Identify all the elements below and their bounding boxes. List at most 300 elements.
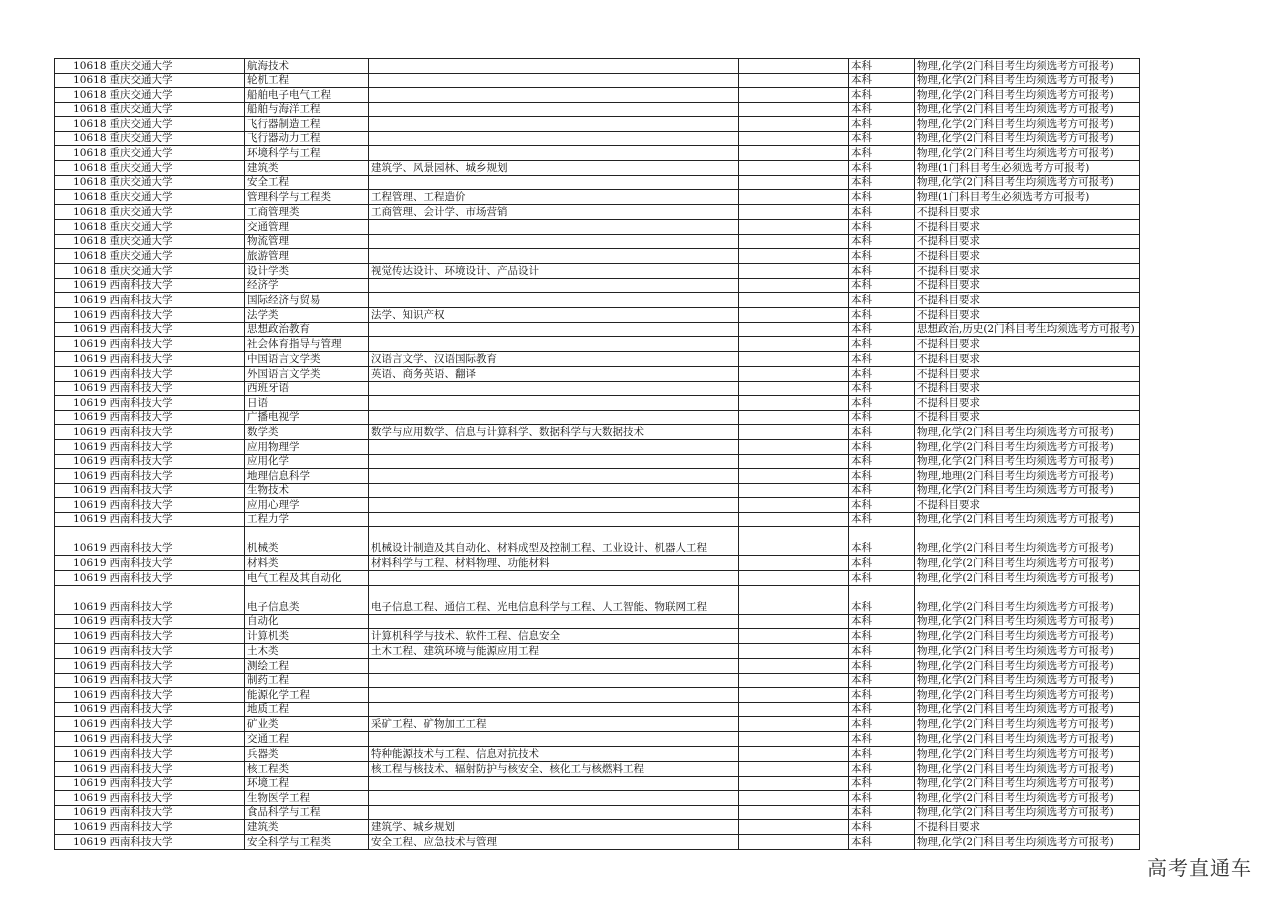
included-majors-cell <box>369 702 739 717</box>
subject-requirement-cell: 物理,化学(2门科目考生均须选考方可报考) <box>915 512 1140 527</box>
school-code-cell: 10619 <box>55 351 109 366</box>
school-name-cell: 西南科技大学 <box>109 659 245 674</box>
major-name-cell: 工程力学 <box>245 512 369 527</box>
school-code-cell: 10619 <box>55 761 109 776</box>
level-cell: 本科 <box>849 791 915 806</box>
school-name-cell: 西南科技大学 <box>109 629 245 644</box>
included-majors-cell <box>369 381 739 396</box>
subject-requirement-cell: 物理(1门科目考生必须选考方可报考) <box>915 160 1140 175</box>
table-row <box>55 746 1140 761</box>
school-name-cell: 西南科技大学 <box>109 761 245 776</box>
table-row <box>55 688 1140 703</box>
table-row <box>55 644 1140 659</box>
school-name-cell: 重庆交通大学 <box>109 190 245 205</box>
school-code-cell: 10618 <box>55 220 109 235</box>
subject-requirement-cell: 思想政治,历史(2门科目考生均须选考方可报考) <box>915 322 1140 337</box>
included-majors-cell <box>369 454 739 469</box>
subject-requirement-cell: 不提科目要求 <box>915 205 1140 220</box>
major-name-cell: 船舶电子电气工程 <box>245 88 369 103</box>
school-name-cell: 西南科技大学 <box>109 440 245 455</box>
school-name-cell: 西南科技大学 <box>109 644 245 659</box>
blank-cell <box>739 835 849 850</box>
blank-cell <box>739 527 849 556</box>
school-name-cell: 重庆交通大学 <box>109 59 245 74</box>
school-code-cell: 10619 <box>55 820 109 835</box>
school-code-cell: 10619 <box>55 454 109 469</box>
level-cell: 本科 <box>849 425 915 440</box>
subject-requirement-cell: 物理,化学(2门科目考生均须选考方可报考) <box>915 88 1140 103</box>
major-name-cell: 环境科学与工程 <box>245 146 369 161</box>
level-cell: 本科 <box>849 717 915 732</box>
level-cell: 本科 <box>849 220 915 235</box>
school-name-cell: 重庆交通大学 <box>109 234 245 249</box>
subject-requirement-cell: 物理,化学(2门科目考生均须选考方可报考) <box>915 614 1140 629</box>
subject-requirement-cell: 物理,化学(2门科目考生均须选考方可报考) <box>915 146 1140 161</box>
blank-cell <box>739 673 849 688</box>
table-row <box>55 396 1140 411</box>
level-cell: 本科 <box>849 527 915 556</box>
school-code-cell: 10619 <box>55 381 109 396</box>
level-cell: 本科 <box>849 293 915 308</box>
school-name-cell: 重庆交通大学 <box>109 175 245 190</box>
major-name-cell: 船舶与海洋工程 <box>245 102 369 117</box>
major-name-cell: 生物医学工程 <box>245 791 369 806</box>
school-code-cell: 10619 <box>55 791 109 806</box>
school-code-cell: 10619 <box>55 307 109 322</box>
school-code-cell: 10618 <box>55 73 109 88</box>
level-cell: 本科 <box>849 278 915 293</box>
included-majors-cell: 工程管理、工程造价 <box>369 190 739 205</box>
school-code-cell: 10619 <box>55 498 109 513</box>
table-row <box>55 59 1140 74</box>
school-code-cell: 10619 <box>55 614 109 629</box>
school-name-cell: 西南科技大学 <box>109 454 245 469</box>
included-majors-cell <box>369 498 739 513</box>
school-code-cell: 10619 <box>55 805 109 820</box>
school-code-cell: 10618 <box>55 234 109 249</box>
school-name-cell: 重庆交通大学 <box>109 220 245 235</box>
major-name-cell: 土木类 <box>245 644 369 659</box>
school-code-cell: 10619 <box>55 337 109 352</box>
included-majors-cell <box>369 175 739 190</box>
subject-requirement-cell: 不提科目要求 <box>915 410 1140 425</box>
level-cell: 本科 <box>849 410 915 425</box>
included-majors-cell <box>369 776 739 791</box>
included-majors-cell: 建筑学、城乡规划 <box>369 820 739 835</box>
school-name-cell: 重庆交通大学 <box>109 263 245 278</box>
major-name-cell: 应用化学 <box>245 454 369 469</box>
major-name-cell: 应用心理学 <box>245 498 369 513</box>
level-cell: 本科 <box>849 820 915 835</box>
level-cell: 本科 <box>849 776 915 791</box>
blank-cell <box>739 205 849 220</box>
table-row <box>55 732 1140 747</box>
subject-requirement-cell: 物理,化学(2门科目考生均须选考方可报考) <box>915 702 1140 717</box>
school-name-cell: 西南科技大学 <box>109 425 245 440</box>
included-majors-cell <box>369 234 739 249</box>
school-name-cell: 西南科技大学 <box>109 571 245 586</box>
level-cell: 本科 <box>849 59 915 74</box>
school-code-cell: 10619 <box>55 322 109 337</box>
level-cell: 本科 <box>849 117 915 132</box>
admission-requirements-table <box>54 58 1140 850</box>
included-majors-cell <box>369 469 739 484</box>
included-majors-cell <box>369 88 739 103</box>
included-majors-cell: 采矿工程、矿物加工工程 <box>369 717 739 732</box>
subject-requirement-cell: 物理,化学(2门科目考生均须选考方可报考) <box>915 425 1140 440</box>
school-code-cell: 10618 <box>55 249 109 264</box>
included-majors-cell <box>369 73 739 88</box>
blank-cell <box>739 410 849 425</box>
included-majors-cell: 材料科学与工程、材料物理、功能材料 <box>369 556 739 571</box>
major-name-cell: 环境工程 <box>245 776 369 791</box>
subject-requirement-cell: 物理,化学(2门科目考生均须选考方可报考) <box>915 59 1140 74</box>
level-cell: 本科 <box>849 249 915 264</box>
school-name-cell: 西南科技大学 <box>109 337 245 352</box>
subject-requirement-cell: 物理,化学(2门科目考生均须选考方可报考) <box>915 791 1140 806</box>
level-cell: 本科 <box>849 835 915 850</box>
major-name-cell: 能源化学工程 <box>245 688 369 703</box>
blank-cell <box>739 659 849 674</box>
blank-cell <box>739 131 849 146</box>
major-name-cell: 广播电视学 <box>245 410 369 425</box>
major-name-cell: 中国语言文学类 <box>245 351 369 366</box>
school-name-cell: 重庆交通大学 <box>109 160 245 175</box>
school-code-cell: 10618 <box>55 131 109 146</box>
major-name-cell: 航海技术 <box>245 59 369 74</box>
major-name-cell: 交通工程 <box>245 732 369 747</box>
blank-cell <box>739 820 849 835</box>
included-majors-cell <box>369 805 739 820</box>
subject-requirement-cell: 物理,化学(2门科目考生均须选考方可报考) <box>915 440 1140 455</box>
school-code-cell: 10619 <box>55 776 109 791</box>
school-name-cell: 西南科技大学 <box>109 805 245 820</box>
table-row <box>55 205 1140 220</box>
blank-cell <box>739 322 849 337</box>
included-majors-cell: 数学与应用数学、信息与计算科学、数据科学与大数据技术 <box>369 425 739 440</box>
included-majors-cell: 工商管理、会计学、市场营销 <box>369 205 739 220</box>
included-majors-cell <box>369 673 739 688</box>
table-row <box>55 629 1140 644</box>
blank-cell <box>739 337 849 352</box>
blank-cell <box>739 175 849 190</box>
subject-requirement-cell: 物理,化学(2门科目考生均须选考方可报考) <box>915 717 1140 732</box>
major-name-cell: 材料类 <box>245 556 369 571</box>
table-row <box>55 512 1140 527</box>
subject-requirement-cell: 不提科目要求 <box>915 337 1140 352</box>
subject-requirement-cell: 物理,化学(2门科目考生均须选考方可报考) <box>915 805 1140 820</box>
school-code-cell: 10618 <box>55 59 109 74</box>
school-code-cell: 10619 <box>55 673 109 688</box>
subject-requirement-cell: 不提科目要求 <box>915 278 1140 293</box>
blank-cell <box>739 644 849 659</box>
major-name-cell: 设计学类 <box>245 263 369 278</box>
subject-requirement-cell: 物理,化学(2门科目考生均须选考方可报考) <box>915 102 1140 117</box>
subject-requirement-cell: 物理,化学(2门科目考生均须选考方可报考) <box>915 761 1140 776</box>
major-name-cell: 自动化 <box>245 614 369 629</box>
subject-requirement-cell: 物理,化学(2门科目考生均须选考方可报考) <box>915 454 1140 469</box>
blank-cell <box>739 791 849 806</box>
major-name-cell: 工商管理类 <box>245 205 369 220</box>
included-majors-cell <box>369 571 739 586</box>
table-row <box>55 293 1140 308</box>
level-cell: 本科 <box>849 175 915 190</box>
school-name-cell: 西南科技大学 <box>109 746 245 761</box>
school-code-cell: 10619 <box>55 396 109 411</box>
major-name-cell: 国际经济与贸易 <box>245 293 369 308</box>
school-name-cell: 西南科技大学 <box>109 820 245 835</box>
blank-cell <box>739 469 849 484</box>
included-majors-cell: 英语、商务英语、翻译 <box>369 366 739 381</box>
blank-cell <box>739 556 849 571</box>
table-row <box>55 761 1140 776</box>
table-row <box>55 440 1140 455</box>
blank-cell <box>739 307 849 322</box>
subject-requirement-cell: 物理,化学(2门科目考生均须选考方可报考) <box>915 835 1140 850</box>
school-code-cell: 10619 <box>55 293 109 308</box>
included-majors-cell <box>369 59 739 74</box>
level-cell: 本科 <box>849 131 915 146</box>
subject-requirement-cell: 不提科目要求 <box>915 351 1140 366</box>
table-row <box>55 366 1140 381</box>
school-name-cell: 西南科技大学 <box>109 776 245 791</box>
subject-requirement-cell: 物理,化学(2门科目考生均须选考方可报考) <box>915 629 1140 644</box>
subject-requirement-cell: 不提科目要求 <box>915 263 1140 278</box>
blank-cell <box>739 220 849 235</box>
school-code-cell: 10619 <box>55 425 109 440</box>
school-name-cell: 西南科技大学 <box>109 278 245 293</box>
level-cell: 本科 <box>849 337 915 352</box>
level-cell: 本科 <box>849 396 915 411</box>
subject-requirement-cell: 物理(1门科目考生必须选考方可报考) <box>915 190 1140 205</box>
blank-cell <box>739 629 849 644</box>
school-code-cell: 10618 <box>55 102 109 117</box>
school-code-cell: 10618 <box>55 146 109 161</box>
blank-cell <box>739 190 849 205</box>
included-majors-cell <box>369 146 739 161</box>
blank-cell <box>739 440 849 455</box>
table-row <box>55 73 1140 88</box>
blank-cell <box>739 160 849 175</box>
school-code-cell: 10619 <box>55 644 109 659</box>
table-body <box>55 59 1140 850</box>
major-name-cell: 旅游管理 <box>245 249 369 264</box>
school-code-cell: 10618 <box>55 160 109 175</box>
level-cell: 本科 <box>849 659 915 674</box>
subject-requirement-cell: 物理,化学(2门科目考生均须选考方可报考) <box>915 776 1140 791</box>
major-name-cell: 日语 <box>245 396 369 411</box>
major-name-cell: 飞行器制造工程 <box>245 117 369 132</box>
blank-cell <box>739 498 849 513</box>
school-name-cell: 西南科技大学 <box>109 469 245 484</box>
school-code-cell: 10618 <box>55 117 109 132</box>
major-name-cell: 飞行器动力工程 <box>245 131 369 146</box>
blank-cell <box>739 234 849 249</box>
included-majors-cell <box>369 732 739 747</box>
included-majors-cell: 安全工程、应急技术与管理 <box>369 835 739 850</box>
blank-cell <box>739 396 849 411</box>
school-name-cell: 西南科技大学 <box>109 381 245 396</box>
blank-cell <box>739 688 849 703</box>
level-cell: 本科 <box>849 614 915 629</box>
level-cell: 本科 <box>849 732 915 747</box>
included-majors-cell: 计算机科学与技术、软件工程、信息安全 <box>369 629 739 644</box>
blank-cell <box>739 381 849 396</box>
level-cell: 本科 <box>849 469 915 484</box>
table-row <box>55 614 1140 629</box>
blank-cell <box>739 732 849 747</box>
subject-requirement-cell: 物理,化学(2门科目考生均须选考方可报考) <box>915 556 1140 571</box>
included-majors-cell: 法学、知识产权 <box>369 307 739 322</box>
subject-requirement-cell: 物理,化学(2门科目考生均须选考方可报考) <box>915 746 1140 761</box>
level-cell: 本科 <box>849 688 915 703</box>
table-row <box>55 835 1140 850</box>
subject-requirement-cell: 物理,化学(2门科目考生均须选考方可报考) <box>915 659 1140 674</box>
blank-cell <box>739 571 849 586</box>
level-cell: 本科 <box>849 512 915 527</box>
major-name-cell: 西班牙语 <box>245 381 369 396</box>
school-code-cell: 10619 <box>55 512 109 527</box>
school-name-cell: 西南科技大学 <box>109 527 245 556</box>
school-name-cell: 重庆交通大学 <box>109 73 245 88</box>
table-row <box>55 498 1140 513</box>
school-code-cell: 10619 <box>55 469 109 484</box>
school-name-cell: 西南科技大学 <box>109 791 245 806</box>
school-name-cell: 重庆交通大学 <box>109 249 245 264</box>
blank-cell <box>739 425 849 440</box>
table-row <box>55 337 1140 352</box>
school-code-cell: 10618 <box>55 205 109 220</box>
table-row <box>55 117 1140 132</box>
table-row <box>55 351 1140 366</box>
subject-requirement-cell: 物理,化学(2门科目考生均须选考方可报考) <box>915 571 1140 586</box>
subject-requirement-cell: 不提科目要求 <box>915 249 1140 264</box>
subject-requirement-cell: 物理,化学(2门科目考生均须选考方可报考) <box>915 585 1140 614</box>
major-name-cell: 物流管理 <box>245 234 369 249</box>
subject-requirement-cell: 物理,化学(2门科目考生均须选考方可报考) <box>915 131 1140 146</box>
major-name-cell: 经济学 <box>245 278 369 293</box>
level-cell: 本科 <box>849 746 915 761</box>
included-majors-cell <box>369 131 739 146</box>
level-cell: 本科 <box>849 702 915 717</box>
blank-cell <box>739 746 849 761</box>
table-row <box>55 220 1140 235</box>
major-name-cell: 机械类 <box>245 527 369 556</box>
major-name-cell: 思想政治教育 <box>245 322 369 337</box>
subject-requirement-cell: 物理,化学(2门科目考生均须选考方可报考) <box>915 483 1140 498</box>
school-code-cell: 10619 <box>55 717 109 732</box>
included-majors-cell <box>369 117 739 132</box>
school-code-cell: 10619 <box>55 659 109 674</box>
included-majors-cell <box>369 293 739 308</box>
major-name-cell: 安全科学与工程类 <box>245 835 369 850</box>
blank-cell <box>739 366 849 381</box>
blank-cell <box>739 278 849 293</box>
major-name-cell: 计算机类 <box>245 629 369 644</box>
level-cell: 本科 <box>849 629 915 644</box>
level-cell: 本科 <box>849 146 915 161</box>
school-name-cell: 西南科技大学 <box>109 410 245 425</box>
major-name-cell: 兵器类 <box>245 746 369 761</box>
school-code-cell: 10619 <box>55 629 109 644</box>
school-name-cell: 西南科技大学 <box>109 483 245 498</box>
blank-cell <box>739 717 849 732</box>
school-code-cell: 10619 <box>55 527 109 556</box>
included-majors-cell <box>369 337 739 352</box>
blank-cell <box>739 146 849 161</box>
table-row <box>55 469 1140 484</box>
major-name-cell: 管理科学与工程类 <box>245 190 369 205</box>
major-name-cell: 交通管理 <box>245 220 369 235</box>
subject-requirement-cell: 物理,化学(2门科目考生均须选考方可报考) <box>915 644 1140 659</box>
major-name-cell: 法学类 <box>245 307 369 322</box>
subject-requirement-cell: 物理,化学(2门科目考生均须选考方可报考) <box>915 73 1140 88</box>
school-code-cell: 10619 <box>55 483 109 498</box>
school-code-cell: 10618 <box>55 190 109 205</box>
table-row <box>55 410 1140 425</box>
school-name-cell: 西南科技大学 <box>109 702 245 717</box>
table-row <box>55 307 1140 322</box>
blank-cell <box>739 614 849 629</box>
major-name-cell: 电气工程及其自动化 <box>245 571 369 586</box>
level-cell: 本科 <box>849 88 915 103</box>
subject-requirement-cell: 物理,化学(2门科目考生均须选考方可报考) <box>915 688 1140 703</box>
school-name-cell: 重庆交通大学 <box>109 102 245 117</box>
school-code-cell: 10618 <box>55 263 109 278</box>
subject-requirement-cell: 不提科目要求 <box>915 234 1140 249</box>
major-name-cell: 建筑类 <box>245 160 369 175</box>
subject-requirement-cell: 物理,化学(2门科目考生均须选考方可报考) <box>915 527 1140 556</box>
table-row <box>55 717 1140 732</box>
included-majors-cell: 电子信息工程、通信工程、光电信息科学与工程、人工智能、物联网工程 <box>369 585 739 614</box>
table-row <box>55 175 1140 190</box>
school-name-cell: 西南科技大学 <box>109 366 245 381</box>
table-row <box>55 483 1140 498</box>
school-code-cell: 10619 <box>55 688 109 703</box>
table-row <box>55 556 1140 571</box>
table-row <box>55 571 1140 586</box>
school-name-cell: 重庆交通大学 <box>109 131 245 146</box>
subject-requirement-cell: 不提科目要求 <box>915 498 1140 513</box>
table-row <box>55 263 1140 278</box>
school-code-cell: 10619 <box>55 440 109 455</box>
subject-requirement-cell: 不提科目要求 <box>915 307 1140 322</box>
school-name-cell: 西南科技大学 <box>109 556 245 571</box>
blank-cell <box>739 702 849 717</box>
school-code-cell: 10619 <box>55 410 109 425</box>
school-name-cell: 西南科技大学 <box>109 585 245 614</box>
major-name-cell: 矿业类 <box>245 717 369 732</box>
blank-cell <box>739 59 849 74</box>
table-row <box>55 702 1140 717</box>
blank-cell <box>739 761 849 776</box>
watermark-text: 高考直通车 <box>1147 856 1252 880</box>
blank-cell <box>739 249 849 264</box>
subject-requirement-cell: 不提科目要求 <box>915 293 1140 308</box>
school-code-cell: 10619 <box>55 732 109 747</box>
included-majors-cell <box>369 220 739 235</box>
subject-requirement-cell: 物理,化学(2门科目考生均须选考方可报考) <box>915 732 1140 747</box>
table-row <box>55 102 1140 117</box>
level-cell: 本科 <box>849 351 915 366</box>
level-cell: 本科 <box>849 571 915 586</box>
school-code-cell: 10619 <box>55 835 109 850</box>
major-name-cell: 外国语言文学类 <box>245 366 369 381</box>
school-name-cell: 西南科技大学 <box>109 396 245 411</box>
level-cell: 本科 <box>849 644 915 659</box>
table-row <box>55 425 1140 440</box>
included-majors-cell <box>369 614 739 629</box>
